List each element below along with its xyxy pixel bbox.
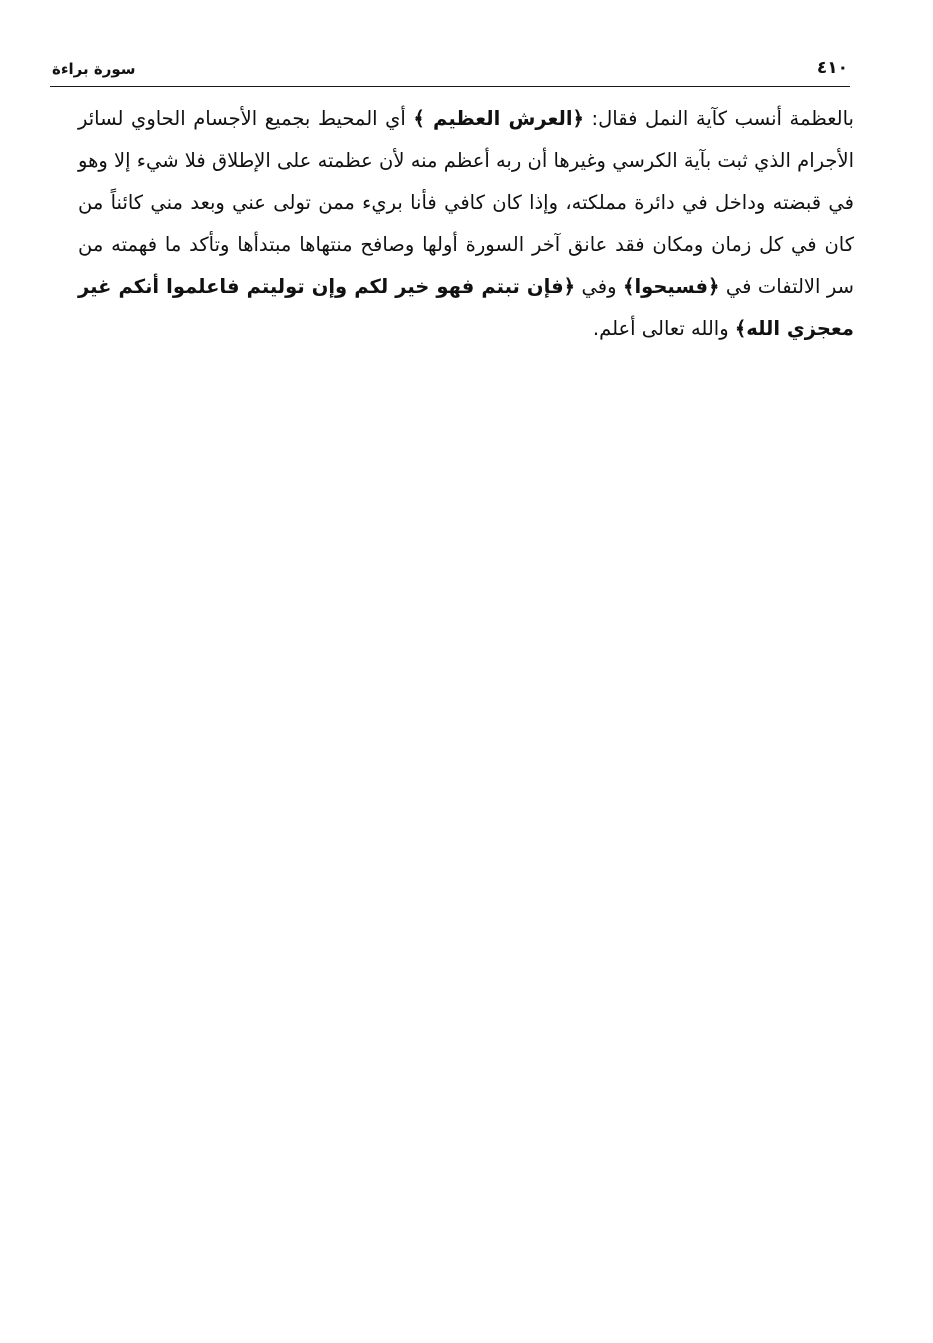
text-segment: أي المحيط بجميع الأجسام الحاوي لسائر الأجرام الذي ثبت بآية الكرسي وغيرها أن ربه أعظم منه لأن عظمته على الإطلاق فلا شيء إلا وهو في قبضته وداخل في دائرة مملكته، وإذا كان كافي فأنا بريء ممن تولى عني وبعد مني كائناً من كان في كل زمان ومكان فقد عانق آخر السورة أولها وصافح منتهاها مبتدأها وتأكد ما فهمته من سر الالتفات في <box>78 107 854 298</box>
running-header <box>50 52 850 87</box>
quranic-quote: ﴿فسيحوا﴾ <box>623 275 720 298</box>
text-segment: والله تعالى أعلم. <box>592 317 735 340</box>
surah-name: سورة براءة <box>52 60 136 78</box>
text-segment: بالعظمة أنسب كآية النمل فقال: <box>583 107 854 130</box>
text-segment: وفي <box>575 275 624 298</box>
quranic-quote: ﴿العرش العظيم ﴾ <box>413 107 584 130</box>
commentary-paragraph <box>78 98 854 350</box>
page-number: ٤١٠ <box>816 58 848 78</box>
quranic-quote: ﴿فإن تبتم فهو خير لكم وإن توليتم فاعلموا أنكم غير معجزي الله﴾ <box>78 275 854 340</box>
